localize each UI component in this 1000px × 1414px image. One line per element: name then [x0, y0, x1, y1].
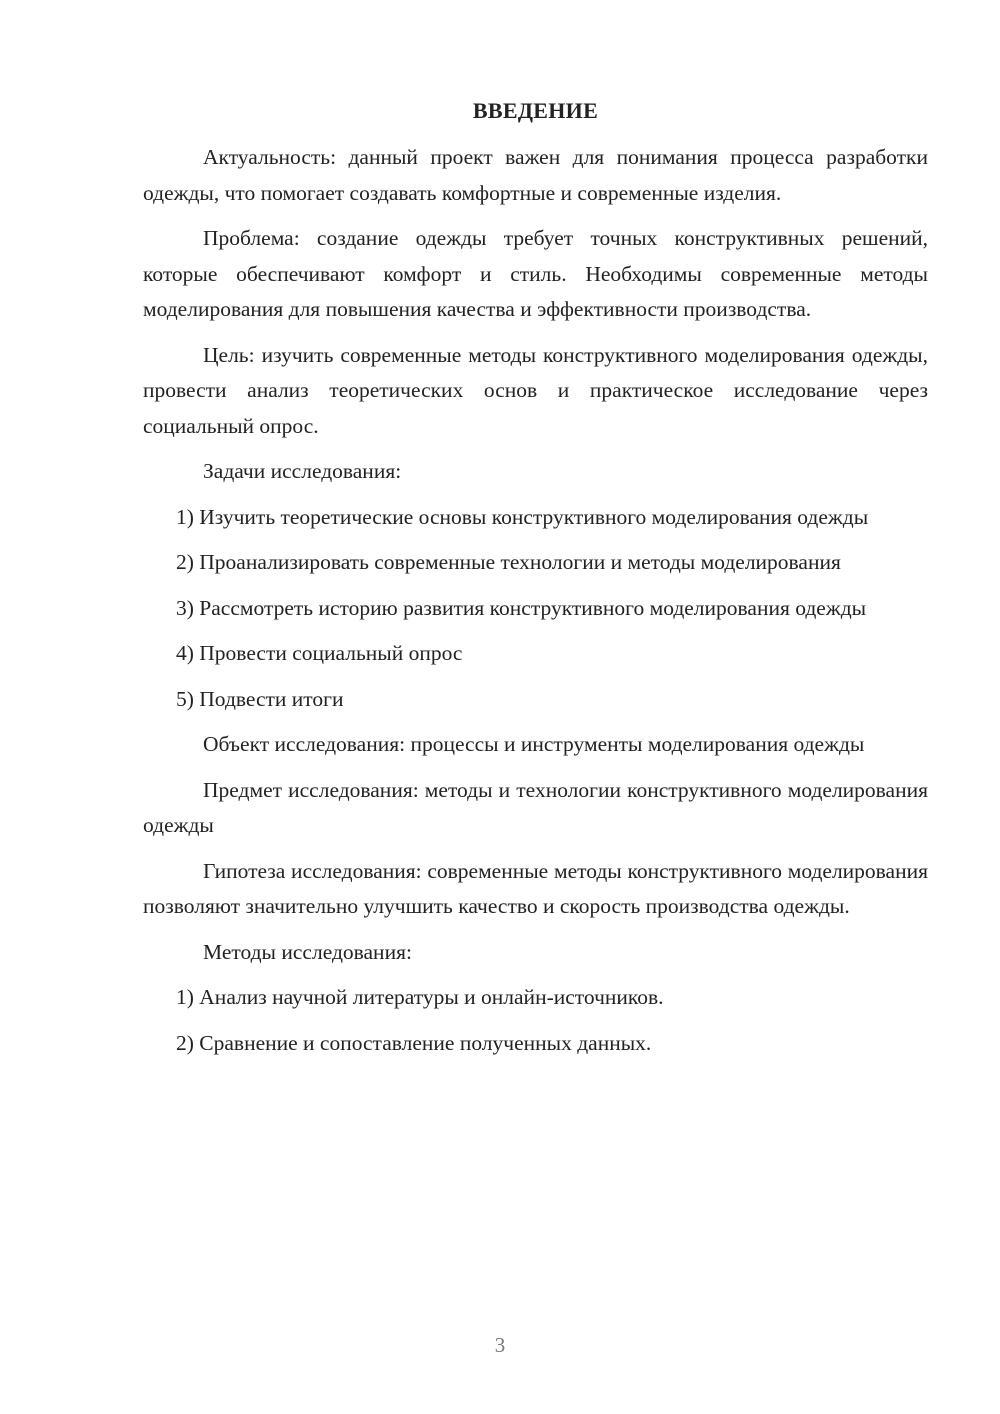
subject-paragraph: Предмет исследования: методы и технологии конструктивного моделирования одежды — [143, 777, 928, 837]
method-item-2: 2) Сравнение и сопоставление полученных данных. — [176, 1030, 652, 1055]
goal-paragraph: Цель: изучить современные методы конструктивного моделирования одежды, провести анализ теоретических основ и практическое исследование через социальный опрос. — [143, 342, 928, 438]
page-number: 3 — [494, 1333, 506, 1357]
method-item-1: 1) Анализ научной литературы и онлайн-источников. — [176, 985, 664, 1009]
methods-title: Методы исследования: — [203, 939, 412, 964]
task-item-2: 2) Проанализировать современные технологии и методы моделирования — [176, 550, 841, 574]
hypothesis-paragraph: Гипотеза исследования: современные методы конструктивного моделирования позволяют значительно улучшить качество и скорость производства одежды. — [143, 858, 928, 918]
object-paragraph: Объект исследования: процессы и инструменты моделирования одежды — [203, 732, 865, 756]
document-page — [143, 93, 928, 1071]
relevance-paragraph: Актуальность: данный проект важен для понимания процесса разработки одежды, что помогает создавать комфортные и современные изделия. — [143, 145, 928, 205]
problem-paragraph: Проблема: создание одежды требует точных конструктивных решений, которые обеспечивают комфорт и стиль. Необходимы современные методы моделирования для повышения качества и эффективности производства. — [143, 226, 928, 321]
task-item-3: 3) Рассмотреть историю развития конструктивного моделирования одежды — [176, 595, 867, 620]
page-title: ВВЕДЕНИЕ — [472, 98, 599, 123]
task-item-4: 4) Провести социальный опрос — [176, 641, 463, 665]
task-item-1: 1) Изучить теоретические основы конструктивного моделирования одежды — [176, 504, 869, 529]
tasks-title: Задачи исследования: — [203, 459, 402, 483]
task-item-5: 5) Подвести итоги — [176, 686, 344, 711]
